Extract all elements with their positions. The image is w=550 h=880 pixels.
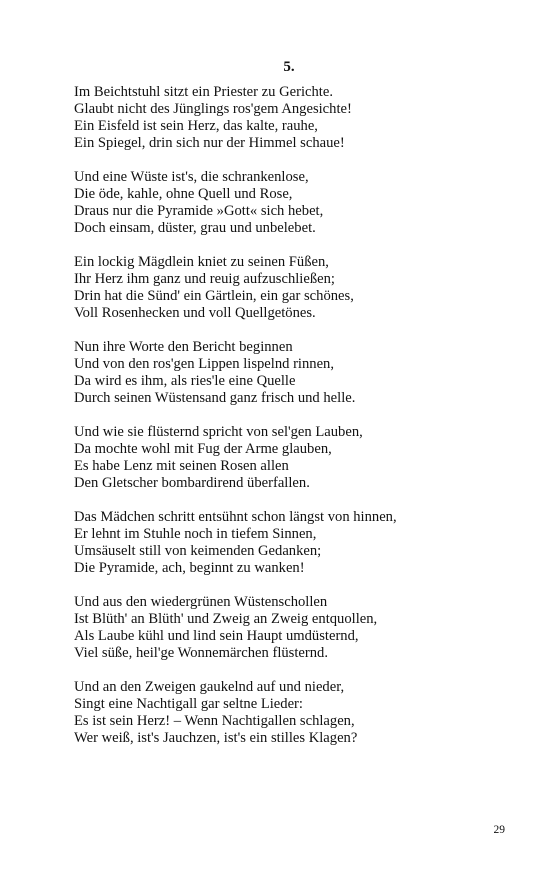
stanza-4 [74, 339, 514, 407]
verse-line: Ein lockig Mägdlein kniet zu seinen Füßen, [74, 254, 329, 270]
poem-body [74, 84, 514, 764]
verse-line: Ihr Herz ihm ganz und reuig aufzuschließen; [74, 271, 335, 287]
verse-line: Es ist sein Herz! – Wenn Nachtigallen schlagen, [74, 713, 355, 729]
verse-line: Singt eine Nachtigall gar seltne Lieder: [74, 696, 303, 712]
verse-line: Er lehnt im Stuhle noch in tiefem Sinnen, [74, 526, 317, 542]
stanza-7 [74, 594, 514, 662]
verse-line: Doch einsam, düster, grau und unbelebet. [74, 220, 316, 236]
verse-line: Und an den Zweigen gaukelnd auf und nieder, [74, 679, 345, 695]
verse-line: Und eine Wüste ist's, die schrankenlose, [74, 169, 309, 185]
verse-line: Im Beichtstuhl sitzt ein Priester zu Gerichte. [74, 84, 333, 100]
verse-line: Den Gletscher bombardirend überfallen. [74, 475, 310, 491]
verse-line: Als Laube kühl und lind sein Haupt umdüsternd, [74, 628, 359, 644]
verse-line: Ist Blüth' an Blüth' und Zweig an Zweig entquollen, [74, 611, 378, 627]
verse-line: Umsäuselt still von keimenden Gedanken; [74, 543, 322, 559]
stanza-5 [74, 424, 514, 492]
verse-line: Ein Eisfeld ist sein Herz, das kalte, rauhe, [74, 118, 318, 134]
stanza-1 [74, 84, 514, 152]
stanza-8 [74, 679, 514, 747]
verse-line: Da wird es ihm, als ries'le eine Quelle [74, 373, 296, 389]
page-number: 29 [493, 824, 505, 836]
verse-line: Es habe Lenz mit seinen Rosen allen [74, 458, 289, 474]
verse-line: Ein Spiegel, drin sich nur der Himmel schaue! [74, 135, 345, 151]
poem-number: 5. [283, 59, 295, 75]
verse-line: Und aus den wiedergrünen Wüstenschollen [74, 594, 328, 610]
verse-line: Voll Rosenhecken und voll Quellgetönes. [74, 305, 316, 321]
verse-line: Wer weiß, ist's Jauchzen, ist's ein stilles Klagen? [74, 730, 358, 746]
stanza-2 [74, 169, 514, 237]
stanza-3 [74, 254, 514, 322]
stanza-6 [74, 509, 514, 577]
verse-line: Glaubt nicht des Jünglings ros'gem Angesichte! [74, 101, 352, 117]
verse-line: Viel süße, heil'ge Wonnemärchen flüsternd. [74, 645, 329, 661]
verse-line: Die öde, kahle, ohne Quell und Rose, [74, 186, 293, 202]
verse-line: Und von den ros'gen Lippen lispelnd rinnen, [74, 356, 335, 372]
verse-line: Das Mädchen schritt entsühnt schon längst von hinnen, [74, 509, 397, 525]
verse-line: Draus nur die Pyramide »Gott« sich hebet, [74, 203, 324, 219]
verse-line: Die Pyramide, ach, beginnt zu wanken! [74, 560, 305, 576]
verse-line: Und wie sie flüsternd spricht von sel'gen Lauben, [74, 424, 363, 440]
verse-line: Drin hat die Sünd' ein Gärtlein, ein gar schönes, [74, 288, 354, 304]
verse-line: Nun ihre Worte den Bericht beginnen [74, 339, 293, 355]
verse-line: Da mochte wohl mit Fug der Arme glauben, [74, 441, 332, 457]
verse-line: Durch seinen Wüstensand ganz frisch und helle. [74, 390, 356, 406]
